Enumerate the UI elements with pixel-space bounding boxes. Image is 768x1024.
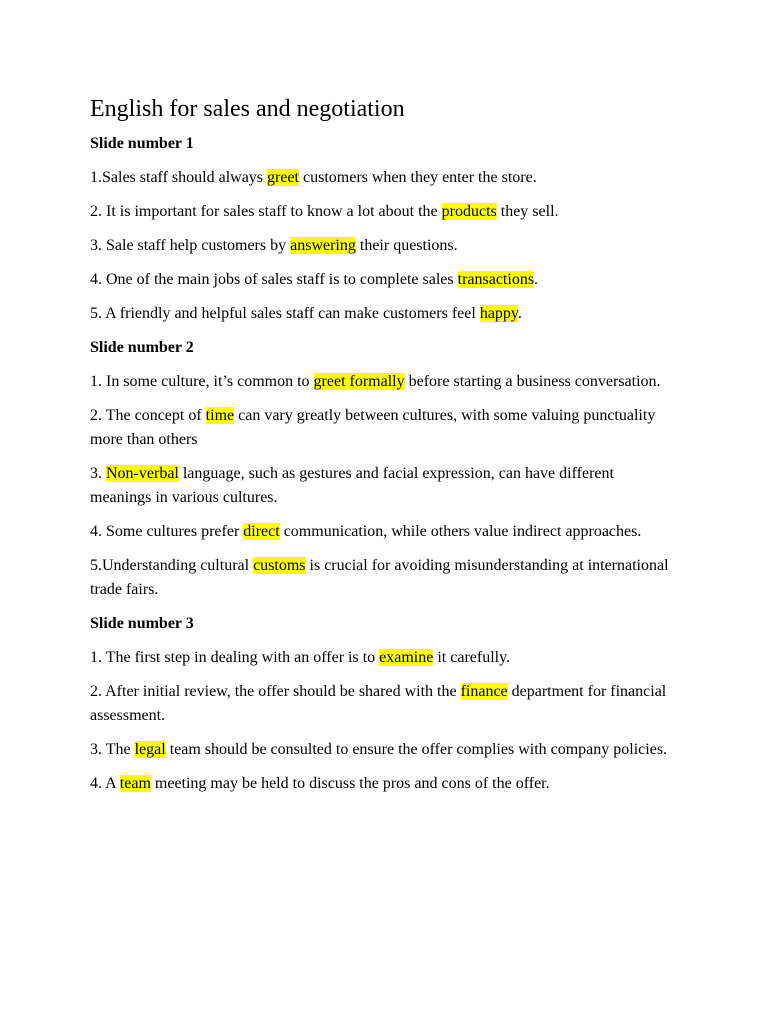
item-text: 1. In some culture, it’s common to [90, 373, 314, 390]
list-item [90, 646, 678, 670]
item-text: 3. Sale staff help customers by [90, 237, 291, 254]
section-slide-1 [90, 132, 678, 326]
highlighted-word: team [119, 775, 151, 792]
highlighted-word: time [205, 407, 235, 424]
section-heading: Slide number 1 [90, 135, 194, 152]
list-item [90, 680, 678, 728]
list-item [90, 554, 678, 602]
list-item [90, 234, 678, 258]
item-text: their questions. [355, 237, 458, 254]
list-item [90, 404, 678, 452]
item-text: team should be consulted to ensure the offer complies with company policies. [165, 741, 668, 758]
item-text: they sell. [496, 203, 559, 220]
item-text: 2. The concept of [90, 407, 206, 424]
item-text: 2. It is important for sales staff to know a lot about the [90, 203, 442, 220]
item-text: department for financial assessment. [90, 683, 667, 724]
item-text: before starting a business conversation. [404, 373, 661, 390]
item-text: 4. Some cultures prefer [90, 523, 244, 540]
highlighted-word: answering [290, 237, 356, 254]
item-text: language, such as gestures and facial expression, can have different meanings in various cultures. [90, 465, 614, 506]
item-text: 4. One of the main jobs of sales staff is to complete sales [90, 271, 458, 288]
list-item [90, 772, 678, 796]
list-item [90, 738, 678, 762]
highlighted-word: Non-verbal [106, 465, 179, 482]
item-text: 3. The [90, 741, 135, 758]
item-text: 4. A [90, 775, 120, 792]
list-item [90, 462, 678, 510]
item-text: it carefully. [433, 649, 511, 666]
highlighted-word: direct [243, 523, 280, 540]
item-text: 5. A friendly and helpful sales staff can make customers feel [90, 305, 480, 322]
highlighted-word: products [441, 203, 497, 220]
document-title: English for sales and negotiation [90, 96, 405, 122]
highlighted-word: finance [460, 683, 508, 700]
highlighted-word: happy [479, 305, 518, 322]
list-item [90, 302, 678, 326]
highlighted-word: transactions [457, 271, 535, 288]
section-slide-3 [90, 612, 678, 796]
item-text: 5.Understanding cultural [90, 557, 254, 574]
list-item [90, 370, 678, 394]
list-item [90, 166, 678, 190]
item-text: . [534, 271, 539, 288]
list-item [90, 268, 678, 292]
highlighted-word: greet formally [313, 373, 405, 390]
item-text: meeting may be held to discuss the pros and cons of the offer. [150, 775, 550, 792]
item-text: 3. [90, 465, 106, 482]
item-text: . [517, 305, 522, 322]
highlighted-word: legal [134, 741, 166, 758]
item-text: can vary greatly between cultures, with some valuing punctuality more than others [90, 407, 656, 448]
highlighted-word: greet [267, 169, 299, 186]
section-heading: Slide number 3 [90, 615, 194, 632]
section-slide-2 [90, 336, 678, 602]
highlighted-word: examine [379, 649, 434, 666]
item-text: 1.Sales staff should always [90, 169, 268, 186]
item-text: communication, while others value indirect approaches. [279, 523, 642, 540]
section-heading: Slide number 2 [90, 339, 194, 356]
item-text: is crucial for avoiding misunderstanding at international trade fairs. [90, 557, 669, 598]
list-item [90, 520, 678, 544]
list-item [90, 200, 678, 224]
item-text: 2. After initial review, the offer should be shared with the [90, 683, 461, 700]
item-text: 1. The first step in dealing with an offer is to [90, 649, 380, 666]
item-text: customers when they enter the store. [299, 169, 537, 186]
highlighted-word: customs [253, 557, 306, 574]
